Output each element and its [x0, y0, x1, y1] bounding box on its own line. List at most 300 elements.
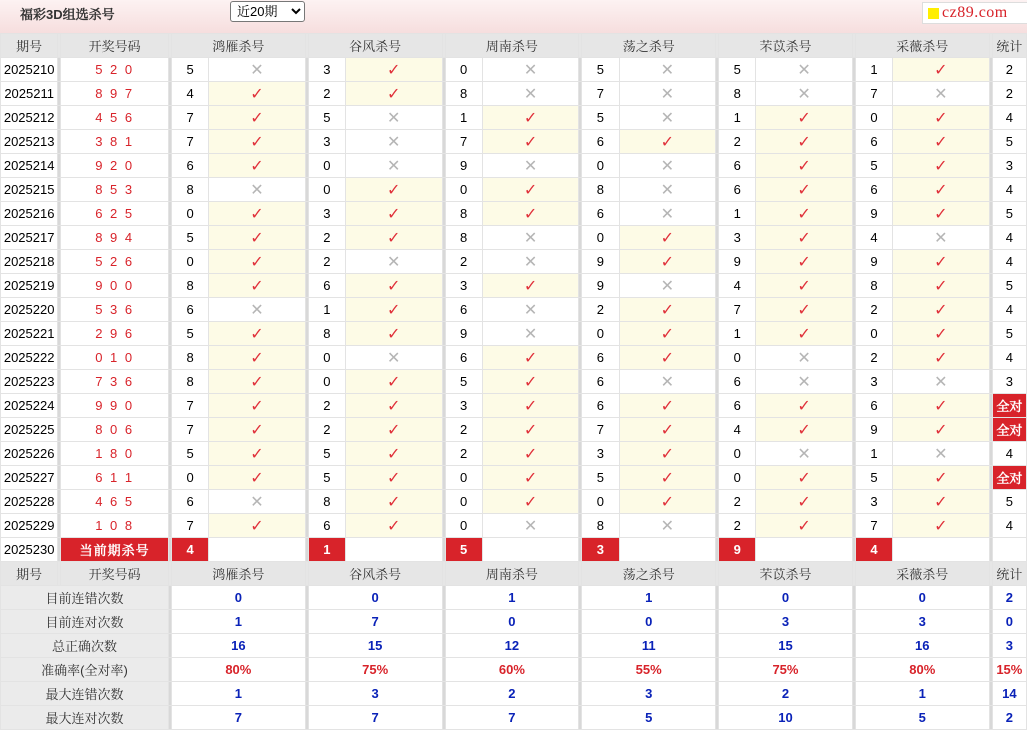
col-header-expert: 谷风杀号 — [308, 562, 442, 586]
check-icon: ✓ — [250, 325, 264, 343]
kill-number-cell: 0 — [171, 466, 208, 490]
kill-number-cell: 0 — [445, 514, 482, 538]
result-cell — [756, 418, 853, 442]
stats-row — [1, 610, 1027, 634]
result-cell — [619, 250, 716, 274]
col-header-draw: 开奖号码 — [61, 562, 169, 586]
kill-number-cell: 3 — [308, 130, 345, 154]
check-icon: ✓ — [523, 205, 538, 223]
kill-number-cell: 3 — [445, 394, 482, 418]
table-row — [1, 394, 1027, 418]
kill-number-cell: 3 — [855, 370, 892, 394]
kill-number-cell: 7 — [171, 514, 208, 538]
kill-number-cell: 2 — [582, 298, 619, 322]
result-cell — [209, 442, 306, 466]
result-cell — [482, 370, 579, 394]
current-period-row — [1, 538, 1027, 562]
col-header-expert: 荡之杀号 — [582, 34, 716, 58]
result-cell — [619, 346, 716, 370]
kill-number-cell: 0 — [308, 370, 345, 394]
result-cell — [482, 82, 579, 106]
check-icon: ✓ — [250, 85, 264, 103]
kill-number-cell: 3 — [445, 274, 482, 298]
check-icon: ✓ — [797, 157, 811, 175]
cross-icon: ✕ — [660, 109, 674, 127]
result-cell — [345, 250, 442, 274]
period-cell: 2025210 — [1, 58, 58, 82]
check-icon: ✓ — [660, 469, 674, 487]
check-icon: ✓ — [660, 349, 674, 367]
stats-value: 1 — [171, 682, 305, 706]
period-cell: 2025214 — [1, 154, 58, 178]
cross-icon: ✕ — [387, 109, 401, 127]
check-icon: ✓ — [797, 517, 811, 535]
kill-number-cell: 5 — [582, 466, 619, 490]
stats-value: 2 — [445, 682, 579, 706]
check-icon: ✓ — [250, 421, 264, 439]
cross-icon: ✕ — [387, 253, 401, 271]
result-cell — [345, 442, 442, 466]
result-cell — [482, 466, 579, 490]
check-icon: ✓ — [523, 373, 538, 391]
result-cell — [893, 274, 990, 298]
kill-number-cell: 1 — [445, 106, 482, 130]
result-cell — [209, 490, 306, 514]
kill-number-cell: 0 — [582, 226, 619, 250]
current-kill-number: 4 — [855, 538, 892, 562]
kill-number-cell: 3 — [582, 442, 619, 466]
check-icon: ✓ — [523, 397, 538, 415]
check-icon: ✓ — [387, 493, 401, 511]
cross-icon: ✕ — [250, 301, 264, 319]
period-cell: 2025228 — [1, 490, 58, 514]
result-cell — [345, 82, 442, 106]
check-icon: ✓ — [934, 325, 948, 343]
check-icon: ✓ — [934, 181, 948, 199]
col-header-expert: 荡之杀号 — [582, 562, 716, 586]
table-row — [1, 418, 1027, 442]
check-icon: ✓ — [660, 301, 674, 319]
check-icon: ✓ — [934, 493, 948, 511]
result-cell — [756, 178, 853, 202]
stats-value: 3 — [855, 610, 989, 634]
site-logo[interactable] — [922, 2, 1027, 24]
col-header-expert: 鸿雁杀号 — [171, 562, 305, 586]
kill-number-cell: 0 — [719, 442, 756, 466]
check-icon: ✓ — [523, 445, 538, 463]
kill-number-cell: 5 — [171, 226, 208, 250]
current-kill-label: 当前期杀号 — [61, 538, 169, 562]
col-header-period: 期号 — [1, 34, 58, 58]
check-icon: ✓ — [934, 277, 948, 295]
kill-number-cell: 5 — [308, 442, 345, 466]
check-icon: ✓ — [250, 445, 264, 463]
stats-value: 55% — [582, 658, 716, 682]
result-cell — [345, 58, 442, 82]
kill-number-cell: 8 — [582, 178, 619, 202]
stats-value: 1 — [582, 586, 716, 610]
stats-value: 80% — [171, 658, 305, 682]
result-cell — [893, 178, 990, 202]
stats-value: 7 — [445, 706, 579, 730]
stats-value: 0 — [719, 586, 853, 610]
empty-cell — [756, 538, 853, 562]
result-cell — [345, 514, 442, 538]
table-row — [1, 466, 1027, 490]
kill-number-cell: 4 — [855, 226, 892, 250]
kill-number-cell: 7 — [582, 418, 619, 442]
cross-icon: ✕ — [523, 157, 538, 175]
kill-number-cell: 6 — [719, 394, 756, 418]
stats-value: 60% — [445, 658, 579, 682]
result-cell — [756, 130, 853, 154]
cross-icon: ✕ — [934, 85, 948, 103]
table-row — [1, 490, 1027, 514]
stats-row — [1, 658, 1027, 682]
draw-number-cell: 8 9 4 — [61, 226, 169, 250]
table-row — [1, 130, 1027, 154]
stat-cell: 2 — [992, 82, 1026, 106]
result-cell — [756, 466, 853, 490]
kill-number-cell: 0 — [445, 490, 482, 514]
result-cell — [345, 226, 442, 250]
draw-number-cell: 5 2 6 — [61, 250, 169, 274]
col-header-expert: 谷风杀号 — [308, 34, 442, 58]
table-row — [1, 202, 1027, 226]
kill-number-cell: 1 — [308, 298, 345, 322]
result-cell — [209, 130, 306, 154]
check-icon: ✓ — [387, 421, 401, 439]
cross-icon: ✕ — [523, 229, 538, 247]
check-icon: ✓ — [934, 301, 948, 319]
kill-number-cell: 8 — [719, 82, 756, 106]
check-icon: ✓ — [797, 493, 811, 511]
kill-number-cell: 3 — [855, 490, 892, 514]
result-cell — [893, 514, 990, 538]
result-cell — [619, 58, 716, 82]
kill-number-cell: 6 — [855, 394, 892, 418]
check-icon: ✓ — [660, 133, 674, 151]
kill-number-cell: 0 — [855, 322, 892, 346]
kill-number-cell: 8 — [582, 514, 619, 538]
check-icon: ✓ — [387, 301, 401, 319]
result-cell — [345, 178, 442, 202]
empty-cell — [345, 538, 442, 562]
check-icon: ✓ — [250, 205, 264, 223]
check-icon: ✓ — [797, 301, 811, 319]
draw-number-cell: 3 8 1 — [61, 130, 169, 154]
cross-icon: ✕ — [523, 253, 538, 271]
result-cell — [756, 490, 853, 514]
kill-number-cell: 9 — [582, 250, 619, 274]
cross-icon: ✕ — [250, 493, 264, 511]
result-cell — [756, 274, 853, 298]
stats-label: 目前连错次数 — [1, 586, 169, 610]
check-icon: ✓ — [797, 253, 811, 271]
stats-total: 0 — [992, 610, 1026, 634]
table-row — [1, 322, 1027, 346]
check-icon: ✓ — [387, 517, 401, 535]
stats-value: 3 — [308, 682, 442, 706]
draw-number-cell: 9 2 0 — [61, 154, 169, 178]
check-icon: ✓ — [934, 205, 948, 223]
period-cell: 2025230 — [1, 538, 58, 562]
kill-number-cell: 6 — [445, 346, 482, 370]
kill-number-cell: 0 — [719, 466, 756, 490]
result-cell — [209, 394, 306, 418]
kill-number-cell: 6 — [308, 274, 345, 298]
draw-number-cell: 5 3 6 — [61, 298, 169, 322]
kill-number-cell: 7 — [171, 106, 208, 130]
stat-cell: 2 — [992, 58, 1026, 82]
kill-number-cell: 4 — [719, 418, 756, 442]
check-icon: ✓ — [250, 157, 264, 175]
check-icon: ✓ — [660, 445, 674, 463]
draw-number-cell: 4 6 5 — [61, 490, 169, 514]
kill-number-cell: 5 — [308, 106, 345, 130]
kill-number-cell: 5 — [582, 106, 619, 130]
logo-square-icon — [928, 8, 939, 19]
check-icon: ✓ — [523, 181, 538, 199]
kill-number-cell: 6 — [719, 178, 756, 202]
kill-number-cell: 6 — [582, 394, 619, 418]
table-row — [1, 250, 1027, 274]
result-cell — [619, 202, 716, 226]
period-cell: 2025227 — [1, 466, 58, 490]
draw-number-cell: 8 9 7 — [61, 82, 169, 106]
period-cell: 2025224 — [1, 394, 58, 418]
check-icon: ✓ — [660, 325, 674, 343]
kill-number-cell: 8 — [445, 82, 482, 106]
cross-icon: ✕ — [523, 325, 538, 343]
result-cell — [209, 58, 306, 82]
result-cell — [619, 178, 716, 202]
empty-cell — [209, 538, 306, 562]
period-range-select[interactable] — [230, 1, 305, 22]
period-cell: 2025226 — [1, 442, 58, 466]
stat-cell: 4 — [992, 442, 1026, 466]
table-row — [1, 346, 1027, 370]
stats-row — [1, 634, 1027, 658]
check-icon: ✓ — [797, 397, 811, 415]
check-icon: ✓ — [934, 349, 948, 367]
check-icon: ✓ — [387, 397, 401, 415]
check-icon: ✓ — [660, 229, 674, 247]
period-cell: 2025225 — [1, 418, 58, 442]
result-cell — [345, 370, 442, 394]
cross-icon: ✕ — [250, 181, 264, 199]
check-icon: ✓ — [660, 421, 674, 439]
draw-number-cell: 9 9 0 — [61, 394, 169, 418]
result-cell — [482, 394, 579, 418]
result-cell — [619, 394, 716, 418]
col-header-expert: 采薇杀号 — [855, 562, 989, 586]
stats-value: 0 — [445, 610, 579, 634]
kill-number-cell: 2 — [308, 394, 345, 418]
kill-number-cell: 6 — [855, 178, 892, 202]
result-cell — [482, 442, 579, 466]
cross-icon: ✕ — [660, 517, 674, 535]
result-cell — [209, 82, 306, 106]
kill-number-cell: 6 — [308, 514, 345, 538]
result-cell — [893, 370, 990, 394]
col-header-expert: 鸿雁杀号 — [171, 34, 305, 58]
kill-number-cell: 8 — [171, 274, 208, 298]
stats-total: 3 — [992, 634, 1026, 658]
kill-number-cell: 6 — [171, 490, 208, 514]
current-kill-number: 4 — [171, 538, 208, 562]
result-cell — [482, 58, 579, 82]
kill-number-cell: 2 — [445, 250, 482, 274]
col-header-period: 期号 — [1, 562, 58, 586]
result-cell — [209, 226, 306, 250]
kill-number-cell: 7 — [582, 82, 619, 106]
kill-number-cell: 2 — [445, 418, 482, 442]
result-cell — [482, 130, 579, 154]
kill-number-cell: 0 — [855, 106, 892, 130]
result-cell — [619, 226, 716, 250]
table-row — [1, 178, 1027, 202]
kill-number-cell: 5 — [308, 466, 345, 490]
check-icon: ✓ — [523, 469, 538, 487]
cross-icon: ✕ — [387, 349, 401, 367]
stat-cell: 4 — [992, 514, 1026, 538]
kill-number-cell: 0 — [308, 178, 345, 202]
draw-number-cell: 8 5 3 — [61, 178, 169, 202]
stat-cell: 4 — [992, 178, 1026, 202]
result-cell — [756, 442, 853, 466]
result-cell — [209, 514, 306, 538]
stat-cell: 3 — [992, 154, 1026, 178]
stat-cell: 4 — [992, 106, 1026, 130]
check-icon: ✓ — [387, 325, 401, 343]
result-cell — [893, 418, 990, 442]
result-cell — [756, 322, 853, 346]
kill-number-cell: 6 — [719, 370, 756, 394]
stat-cell: 4 — [992, 346, 1026, 370]
result-cell — [756, 226, 853, 250]
period-cell: 2025223 — [1, 370, 58, 394]
cross-icon: ✕ — [934, 373, 948, 391]
kill-number-cell: 5 — [171, 58, 208, 82]
kill-number-cell: 9 — [719, 250, 756, 274]
check-icon: ✓ — [250, 373, 264, 391]
kill-number-cell: 0 — [445, 466, 482, 490]
draw-number-cell: 5 2 0 — [61, 58, 169, 82]
cross-icon: ✕ — [523, 301, 538, 319]
table-row — [1, 370, 1027, 394]
stats-value: 0 — [855, 586, 989, 610]
result-cell — [345, 322, 442, 346]
result-cell — [482, 202, 579, 226]
stats-value: 12 — [445, 634, 579, 658]
period-cell: 2025229 — [1, 514, 58, 538]
check-icon: ✓ — [934, 157, 948, 175]
kill-number-cell: 2 — [308, 418, 345, 442]
kill-number-cell: 1 — [719, 106, 756, 130]
kill-number-cell: 2 — [719, 490, 756, 514]
result-cell — [345, 346, 442, 370]
result-cell — [756, 370, 853, 394]
result-cell — [756, 202, 853, 226]
result-cell — [345, 130, 442, 154]
stats-value: 0 — [582, 610, 716, 634]
kill-number-cell: 0 — [582, 154, 619, 178]
result-cell — [482, 298, 579, 322]
result-cell — [345, 274, 442, 298]
kill-number-cell: 7 — [719, 298, 756, 322]
check-icon: ✓ — [934, 61, 948, 79]
result-cell — [345, 154, 442, 178]
stat-cell: 全对 — [992, 466, 1026, 490]
check-icon: ✓ — [250, 349, 264, 367]
result-cell — [756, 298, 853, 322]
kill-number-cell: 9 — [855, 250, 892, 274]
kill-number-cell: 7 — [855, 514, 892, 538]
stats-value: 3 — [719, 610, 853, 634]
draw-number-cell: 6 1 1 — [61, 466, 169, 490]
period-cell: 2025220 — [1, 298, 58, 322]
stats-value: 1 — [171, 610, 305, 634]
check-icon: ✓ — [934, 397, 948, 415]
table-row — [1, 226, 1027, 250]
kill-number-cell: 8 — [445, 226, 482, 250]
stats-value: 7 — [171, 706, 305, 730]
result-cell — [482, 250, 579, 274]
check-icon: ✓ — [934, 133, 948, 151]
result-cell — [209, 346, 306, 370]
draw-number-cell: 9 0 0 — [61, 274, 169, 298]
stat-cell: 5 — [992, 490, 1026, 514]
result-cell — [893, 82, 990, 106]
kill-number-cell: 7 — [855, 82, 892, 106]
stat-cell: 全对 — [992, 418, 1026, 442]
check-icon: ✓ — [797, 277, 811, 295]
kill-number-cell: 2 — [719, 514, 756, 538]
col-header-expert: 采薇杀号 — [855, 34, 989, 58]
result-cell — [756, 154, 853, 178]
result-cell — [756, 106, 853, 130]
kill-number-cell: 0 — [308, 346, 345, 370]
stats-value: 0 — [308, 586, 442, 610]
check-icon: ✓ — [387, 85, 401, 103]
draw-number-cell: 2 9 6 — [61, 322, 169, 346]
result-cell — [619, 298, 716, 322]
stats-value: 5 — [582, 706, 716, 730]
kill-number-cell: 6 — [719, 154, 756, 178]
stats-value: 7 — [308, 706, 442, 730]
kill-number-cell: 9 — [445, 154, 482, 178]
kill-number-cell: 0 — [171, 202, 208, 226]
kill-number-cell: 7 — [171, 418, 208, 442]
cross-icon: ✕ — [934, 229, 948, 247]
kill-number-cell: 7 — [171, 394, 208, 418]
stats-value: 10 — [719, 706, 853, 730]
result-cell — [619, 274, 716, 298]
page-title: 福彩3D组选杀号 — [20, 7, 115, 22]
kill-number-cell: 8 — [171, 178, 208, 202]
result-cell — [893, 394, 990, 418]
kill-number-cell: 8 — [308, 490, 345, 514]
check-icon: ✓ — [387, 229, 401, 247]
kill-number-cell: 6 — [582, 202, 619, 226]
col-header-expert: 周南杀号 — [445, 34, 579, 58]
kill-number-cell: 8 — [308, 322, 345, 346]
stats-value: 2 — [719, 682, 853, 706]
current-kill-number: 9 — [719, 538, 756, 562]
kill-number-cell: 1 — [719, 322, 756, 346]
kill-number-cell: 0 — [719, 346, 756, 370]
